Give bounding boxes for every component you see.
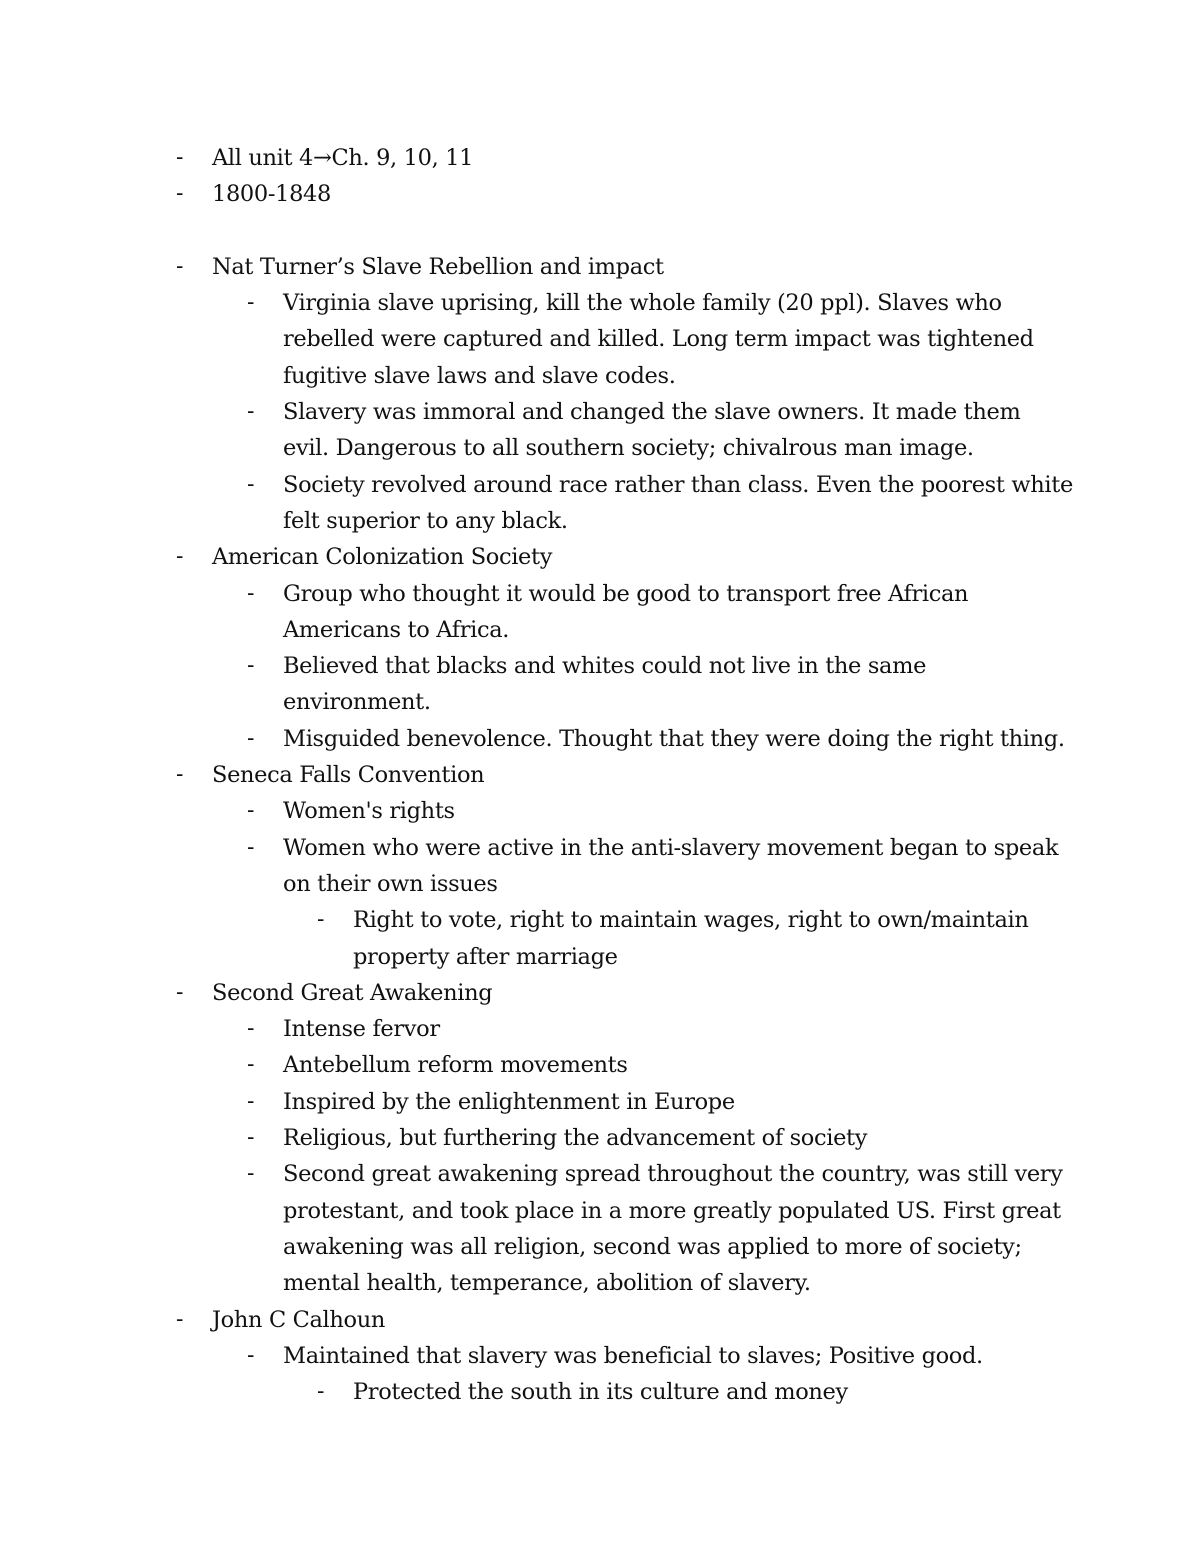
bullet-item-continuation xyxy=(0,866,1200,902)
bullet-item-level-2 xyxy=(0,830,1200,866)
bullet-text: Protected the south in its culture and money xyxy=(353,1379,848,1406)
bullet-dash: - xyxy=(176,544,184,570)
bullet-text: Seneca Falls Convention xyxy=(212,762,485,789)
bullet-item-continuation xyxy=(0,684,1200,720)
bullet-text: Inspired by the enlightenment in Europe xyxy=(283,1088,735,1115)
bullet-dash: - xyxy=(247,1088,255,1114)
bullet-dash: - xyxy=(247,725,255,751)
bullet-text: Religious, but furthering the advancement of society xyxy=(283,1125,868,1152)
bullet-item-level-2 xyxy=(0,1084,1200,1120)
bullet-dash: - xyxy=(176,979,184,1005)
bullet-text: Women's rights xyxy=(283,798,455,825)
bullet-text: property after marriage xyxy=(353,943,618,970)
bullet-item-level-2 xyxy=(0,721,1200,757)
bullet-text: fugitive slave laws and slave codes. xyxy=(283,362,676,389)
bullet-item-level-1 xyxy=(0,249,1200,285)
bullet-text: Virginia slave uprising, kill the whole family (20 ppl). Slaves who xyxy=(283,290,1002,317)
bullet-item-continuation xyxy=(0,321,1200,357)
bullet-dash: - xyxy=(247,834,255,860)
bullet-item-level-1 xyxy=(0,176,1200,212)
bullet-item-level-2 xyxy=(0,648,1200,684)
bullet-dash: - xyxy=(176,181,184,207)
bullet-text: Slavery was immoral and changed the slave owners. It made them xyxy=(283,399,1021,426)
bullet-dash: - xyxy=(176,145,184,170)
bullet-text: American Colonization Society xyxy=(212,544,553,571)
bullet-item-continuation xyxy=(0,939,1200,975)
bullet-dash: - xyxy=(247,1161,255,1187)
bullet-item-level-1 xyxy=(0,975,1200,1011)
bullet-text: All unit 4→Ch. 9, 10, 11 xyxy=(212,145,474,171)
bullet-text: John C Calhoun xyxy=(212,1306,386,1333)
bullet-dash: - xyxy=(317,1379,325,1405)
bullet-item-continuation xyxy=(0,612,1200,648)
bullet-text: 1800-1848 xyxy=(212,181,331,208)
bullet-text: protestant, and took place in a more greatly populated US. First great xyxy=(283,1197,1061,1224)
bullet-item-level-2 xyxy=(0,793,1200,829)
bullet-text: rebelled were captured and killed. Long term impact was tightened xyxy=(283,326,1034,353)
bullet-item-continuation xyxy=(0,358,1200,394)
bullet-dash: - xyxy=(176,762,184,788)
bullet-text: Group who thought it would be good to transport free African xyxy=(283,580,969,607)
bullet-item-level-2 xyxy=(0,576,1200,612)
bullet-item-level-2 xyxy=(0,1011,1200,1047)
bullet-item-level-1 xyxy=(0,757,1200,793)
bullet-item-continuation xyxy=(0,503,1200,539)
bullet-item-continuation xyxy=(0,1193,1200,1229)
bullet-text: felt superior to any black. xyxy=(283,507,568,534)
bullet-dash: - xyxy=(247,1052,255,1078)
bullet-text: Second great awakening spread throughout the country, was still very xyxy=(283,1161,1063,1188)
bullet-dash: - xyxy=(317,907,325,933)
bullet-item-level-1 xyxy=(0,140,1200,176)
bullet-text: evil. Dangerous to all southern society; chivalrous man image. xyxy=(283,435,974,462)
bullet-item-level-3 xyxy=(0,1374,1200,1410)
bullet-item-level-1 xyxy=(0,539,1200,575)
bullet-text: Society revolved around race rather than class. Even the poorest white xyxy=(283,471,1073,498)
bullet-text: Women who were active in the anti-slavery movement began to speak xyxy=(283,834,1059,861)
bullet-text: Second Great Awakening xyxy=(212,979,493,1006)
bullet-dash: - xyxy=(247,290,255,316)
bullet-item-level-2 xyxy=(0,394,1200,430)
bullet-text: Intense fervor xyxy=(283,1016,440,1043)
bullet-dash: - xyxy=(247,1342,255,1368)
bullet-dash: - xyxy=(176,1306,184,1332)
blank-line xyxy=(0,213,1200,249)
bullet-dash: - xyxy=(247,471,255,497)
bullet-text: Misguided benevolence. Thought that they were doing the right thing. xyxy=(283,725,1065,752)
bullet-item-level-2 xyxy=(0,1338,1200,1374)
bullet-item-level-2 xyxy=(0,467,1200,503)
bullet-dash: - xyxy=(247,653,255,679)
bullet-dash: - xyxy=(247,1016,255,1042)
bullet-item-continuation xyxy=(0,1229,1200,1265)
bullet-text: Nat Turner’s Slave Rebellion and impact xyxy=(212,253,664,280)
bullet-dash: - xyxy=(176,253,184,279)
bullet-item-level-2 xyxy=(0,1120,1200,1156)
bullet-text: Antebellum reform movements xyxy=(283,1052,628,1079)
bullet-text: Maintained that slavery was beneficial to slaves; Positive good. xyxy=(283,1342,983,1369)
bullet-text: environment. xyxy=(283,689,431,716)
bullet-text: on their own issues xyxy=(283,870,498,897)
bullet-dash: - xyxy=(247,1125,255,1151)
bullet-item-level-2 xyxy=(0,1047,1200,1083)
bullet-text: Americans to Africa. xyxy=(283,616,510,643)
bullet-text: Believed that blacks and whites could not live in the same xyxy=(283,653,927,680)
bullet-text: Right to vote, right to maintain wages, right to own/maintain xyxy=(353,907,1029,934)
bullet-item-continuation xyxy=(0,1265,1200,1301)
bullet-dash: - xyxy=(247,399,255,425)
bullet-item-continuation xyxy=(0,430,1200,466)
bullet-item-level-2 xyxy=(0,1156,1200,1192)
bullet-item-level-3 xyxy=(0,902,1200,938)
bullet-dash: - xyxy=(247,580,255,606)
bullet-item-level-1 xyxy=(0,1302,1200,1338)
bullet-item-level-2 xyxy=(0,285,1200,321)
bullet-text: awakening was all religion, second was applied to more of society; xyxy=(283,1233,1022,1260)
notes-list xyxy=(0,140,1200,1410)
bullet-text: mental health, temperance, abolition of slavery. xyxy=(283,1270,811,1297)
bullet-dash: - xyxy=(247,798,255,824)
